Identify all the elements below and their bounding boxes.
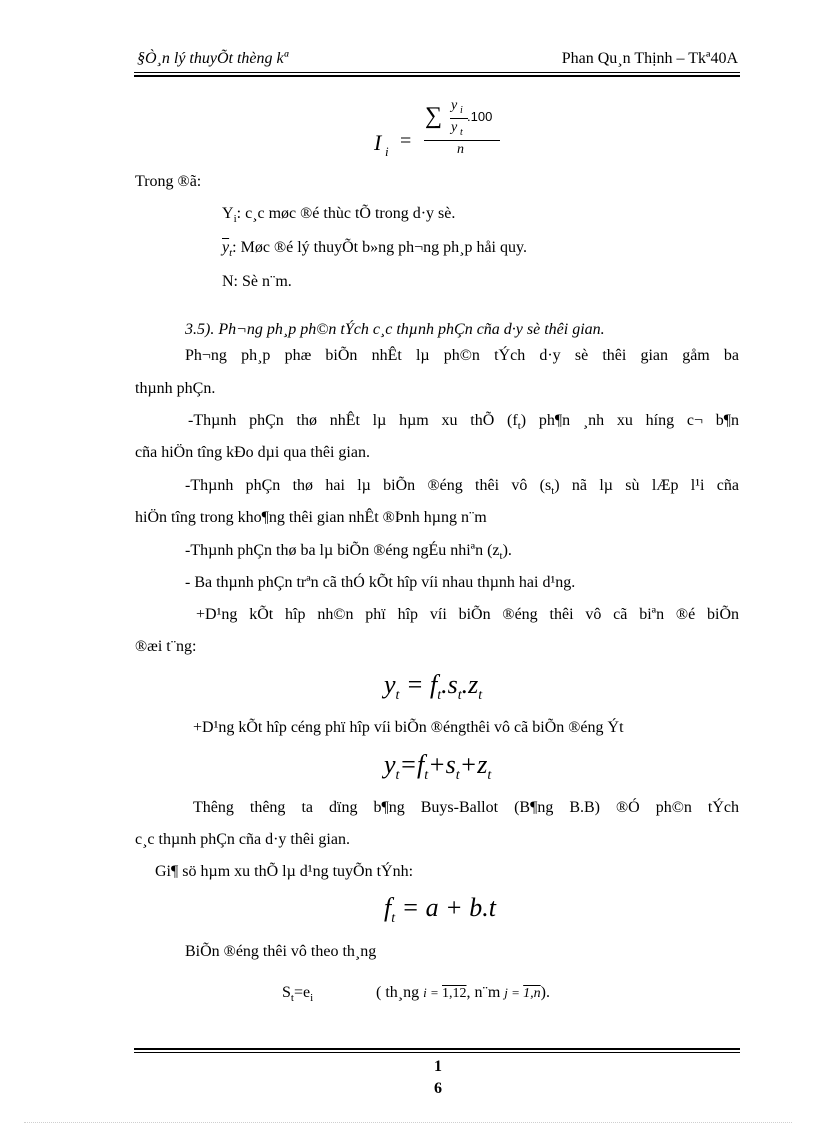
formula-sum: ∑	[425, 103, 443, 129]
header-right-author: Phan Qu¸n Thịnh – Tkª40A	[561, 50, 738, 67]
comp3-b: ).	[502, 542, 512, 559]
component2-line1	[185, 476, 739, 501]
formula-num-top: y	[451, 98, 458, 113]
st-eq-sub: i	[310, 992, 314, 1005]
definition-yt	[222, 238, 527, 263]
buys-line2: c¸c thµnh phÇn cña d·y thêi gian.	[135, 831, 350, 848]
component3	[185, 541, 512, 566]
assume-line: Gi¶ sö hµm xu thÕ lµ d¹ng tuyÕn tÝnh:	[155, 863, 414, 880]
where-label: Trong ®ã:	[135, 173, 202, 190]
def-yi-sub: i	[233, 213, 237, 226]
formula-denominator: n	[457, 142, 464, 157]
combine-sentence: - Ba thµnh phÇn trªn cã thÓ kÕt hîp víi nhau thµnh hai d¹ng.	[185, 574, 576, 591]
formula-additive: $y_t=f_t+s_t+z_t$	[384, 750, 492, 784]
st-equation	[282, 983, 313, 1008]
footer-rule-thick	[134, 1048, 740, 1050]
comp1-sub: t	[517, 420, 521, 433]
comp3-a: -Thµnh phÇn thø ba lµ biÕn ®éng ngÉu nhiªn (z	[185, 542, 500, 559]
mult-line1: +D¹ng kÕt hîp nh©n phï hîp víi biÕn ®éng thêi vô cã biªn ®é biÕn	[196, 606, 739, 623]
header-left-title: §Ò¸n lý thuyÕt thèng kª	[137, 50, 289, 67]
formula-factor: .100	[467, 109, 493, 124]
st-i-range: 1,12	[442, 986, 467, 1001]
component2-line2: hiÖn tîng trong kho¶ng thêi gian nhÊt ®Þnh hµng n¨m	[135, 509, 487, 526]
para1-line1: Ph¬ng ph¸p phæ biÕn nhÊt lµ ph©n tÝch d·y sè thêi gian gåm ba	[185, 347, 739, 364]
definition-n: N: Sè n¨m.	[222, 273, 292, 290]
comp3-sub: t	[499, 550, 503, 563]
para1-line2: thµnh phÇn.	[135, 380, 216, 397]
mult-line2: ®æi t¨ng:	[135, 638, 197, 655]
formula-equals: =	[400, 130, 412, 152]
st-i: i =	[423, 985, 442, 1000]
st-j-range: 1,n	[523, 986, 541, 1001]
formula-multiplicative: $y_t = f_t.s_t.z_t$	[384, 670, 483, 704]
definition-yi	[222, 204, 455, 229]
section-title: 3.5). Ph¬ng ph¸p ph©n tÝch c¸c thµnh phÇn cña d·y sè thêi gian.	[185, 321, 605, 338]
st-close: ).	[540, 984, 550, 1001]
def-yt-text: : Møc ®é lý thuyÕt b»ng ph¬ng ph¸p håi quy.	[232, 239, 527, 256]
formula-num-top-sub: i	[460, 105, 463, 116]
comp1-b: ) ph¶n ¸nh xu híng c¬ b¶n	[520, 412, 740, 429]
st-mid: , n¨m	[466, 984, 505, 1001]
def-yi-var: Y	[222, 205, 234, 222]
comp2-a: -Thµnh phÇn thø hai lµ biÕn ®éng thêi vô (s	[185, 477, 552, 494]
add-line: +D¹ng kÕt hîp céng phï hîp víi biÕn ®éngthêi vô cã biÕn ®éng Ýt	[193, 719, 624, 736]
st-paren-open: ( th¸ng	[376, 984, 424, 1001]
def-yi-text: : c¸c møc ®é thùc tÕ trong d·y sè.	[236, 205, 456, 222]
footer-rule	[134, 1052, 740, 1053]
header-rule	[134, 72, 740, 73]
comp2-b: ) nã lµ sù lÆp l¹i cña	[554, 477, 740, 494]
seasonal-line: BiÕn ®éng thêi vô theo th¸ng	[185, 943, 377, 960]
formula-trend: $f_t = a + b.t$	[384, 893, 496, 927]
st-sub: t	[290, 992, 294, 1005]
header-rule-thick	[134, 75, 740, 77]
component1-line2: cña hiÖn tîng kÐo dµi qua thêi gian.	[135, 444, 370, 461]
st-range	[376, 983, 550, 1004]
formula-lhs: I	[374, 130, 382, 155]
buys-line1: Thêng thêng ta dïng b¶ng Buys-Ballot (B¶ng B.B) ®Ó ph©n tÝch	[193, 799, 739, 816]
formula-num-bottom: y	[451, 120, 458, 135]
st-j: j =	[504, 985, 524, 1000]
st-var: S	[282, 984, 291, 1001]
comp1-a: -Thµnh phÇn thø nhÊt lµ hµm xu thÕ (f	[188, 412, 518, 429]
def-yt-var: $\overline{y}$	[222, 239, 230, 256]
page-number-line2: 6	[434, 1080, 442, 1097]
formula-inner-fraction-bar	[450, 118, 468, 119]
st-eq: =e	[293, 984, 311, 1001]
def-yt-sub: t	[229, 247, 233, 260]
formula-main-fraction-bar	[424, 140, 500, 141]
formula-lhs-sub: i	[385, 144, 389, 159]
component1-line1	[188, 411, 739, 436]
formula-num-bottom-sub: t	[460, 127, 463, 138]
page-number-line1: 1	[434, 1058, 442, 1075]
comp2-sub: t	[551, 485, 555, 498]
